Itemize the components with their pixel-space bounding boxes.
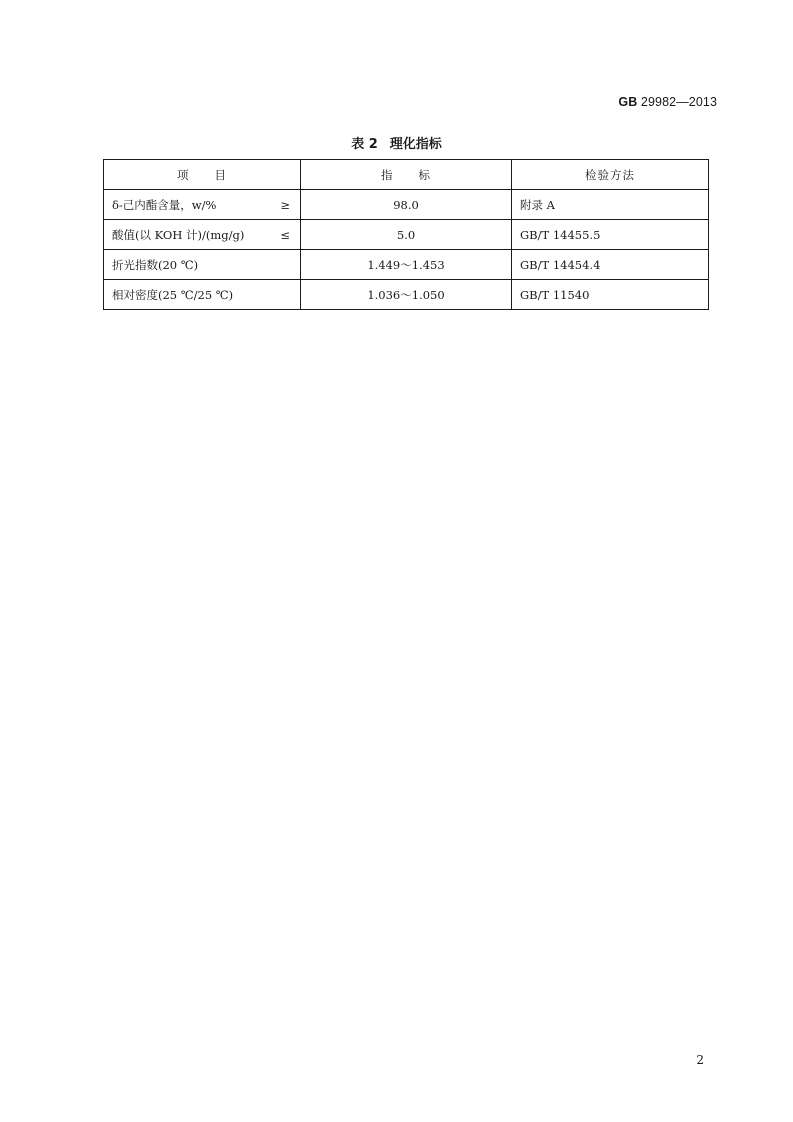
- item-label: 酸值(以 KOH 计)/(mg/g): [112, 227, 245, 242]
- item-label: δ-己内酯含量，w/%: [112, 197, 217, 212]
- table-caption: [0, 133, 793, 152]
- method-cell: 附录 A: [512, 190, 709, 220]
- item-cell: [104, 220, 301, 250]
- method-cell: GB/T 14455.5: [512, 220, 709, 250]
- table-row: [104, 280, 709, 310]
- standard-number: 29982—2013: [637, 95, 717, 109]
- item-cell: [104, 280, 301, 310]
- table-row: [104, 190, 709, 220]
- spec-cell: 1.449～1.453: [301, 250, 512, 280]
- table-row: [104, 220, 709, 250]
- spec-cell: 5.0: [301, 220, 512, 250]
- table-header-row: [104, 160, 709, 190]
- limit-symbol: ≤: [280, 227, 290, 242]
- standard-code: [618, 95, 717, 109]
- physicochemical-spec-table: [103, 159, 709, 310]
- limit-symbol: ≥: [280, 197, 290, 212]
- page-number: 2: [696, 1053, 704, 1067]
- method-cell: GB/T 11540: [512, 280, 709, 310]
- method-cell: GB/T 14454.4: [512, 250, 709, 280]
- table-caption-title: 理化指标: [389, 137, 442, 152]
- spec-cell: 1.036～1.050: [301, 280, 512, 310]
- header-method: 检验方法: [512, 160, 709, 190]
- header-spec: 指 标: [301, 160, 512, 190]
- table-row: [104, 250, 709, 280]
- item-label: 相对密度(25 ℃/25 ℃): [112, 287, 234, 302]
- item-cell: [104, 190, 301, 220]
- item-label: 折光指数(20 ℃): [112, 257, 199, 272]
- table-caption-number: 表 2: [351, 137, 378, 152]
- standard-prefix: GB: [618, 95, 638, 109]
- spec-cell: 98.0: [301, 190, 512, 220]
- item-cell: [104, 250, 301, 280]
- header-item: 项 目: [104, 160, 301, 190]
